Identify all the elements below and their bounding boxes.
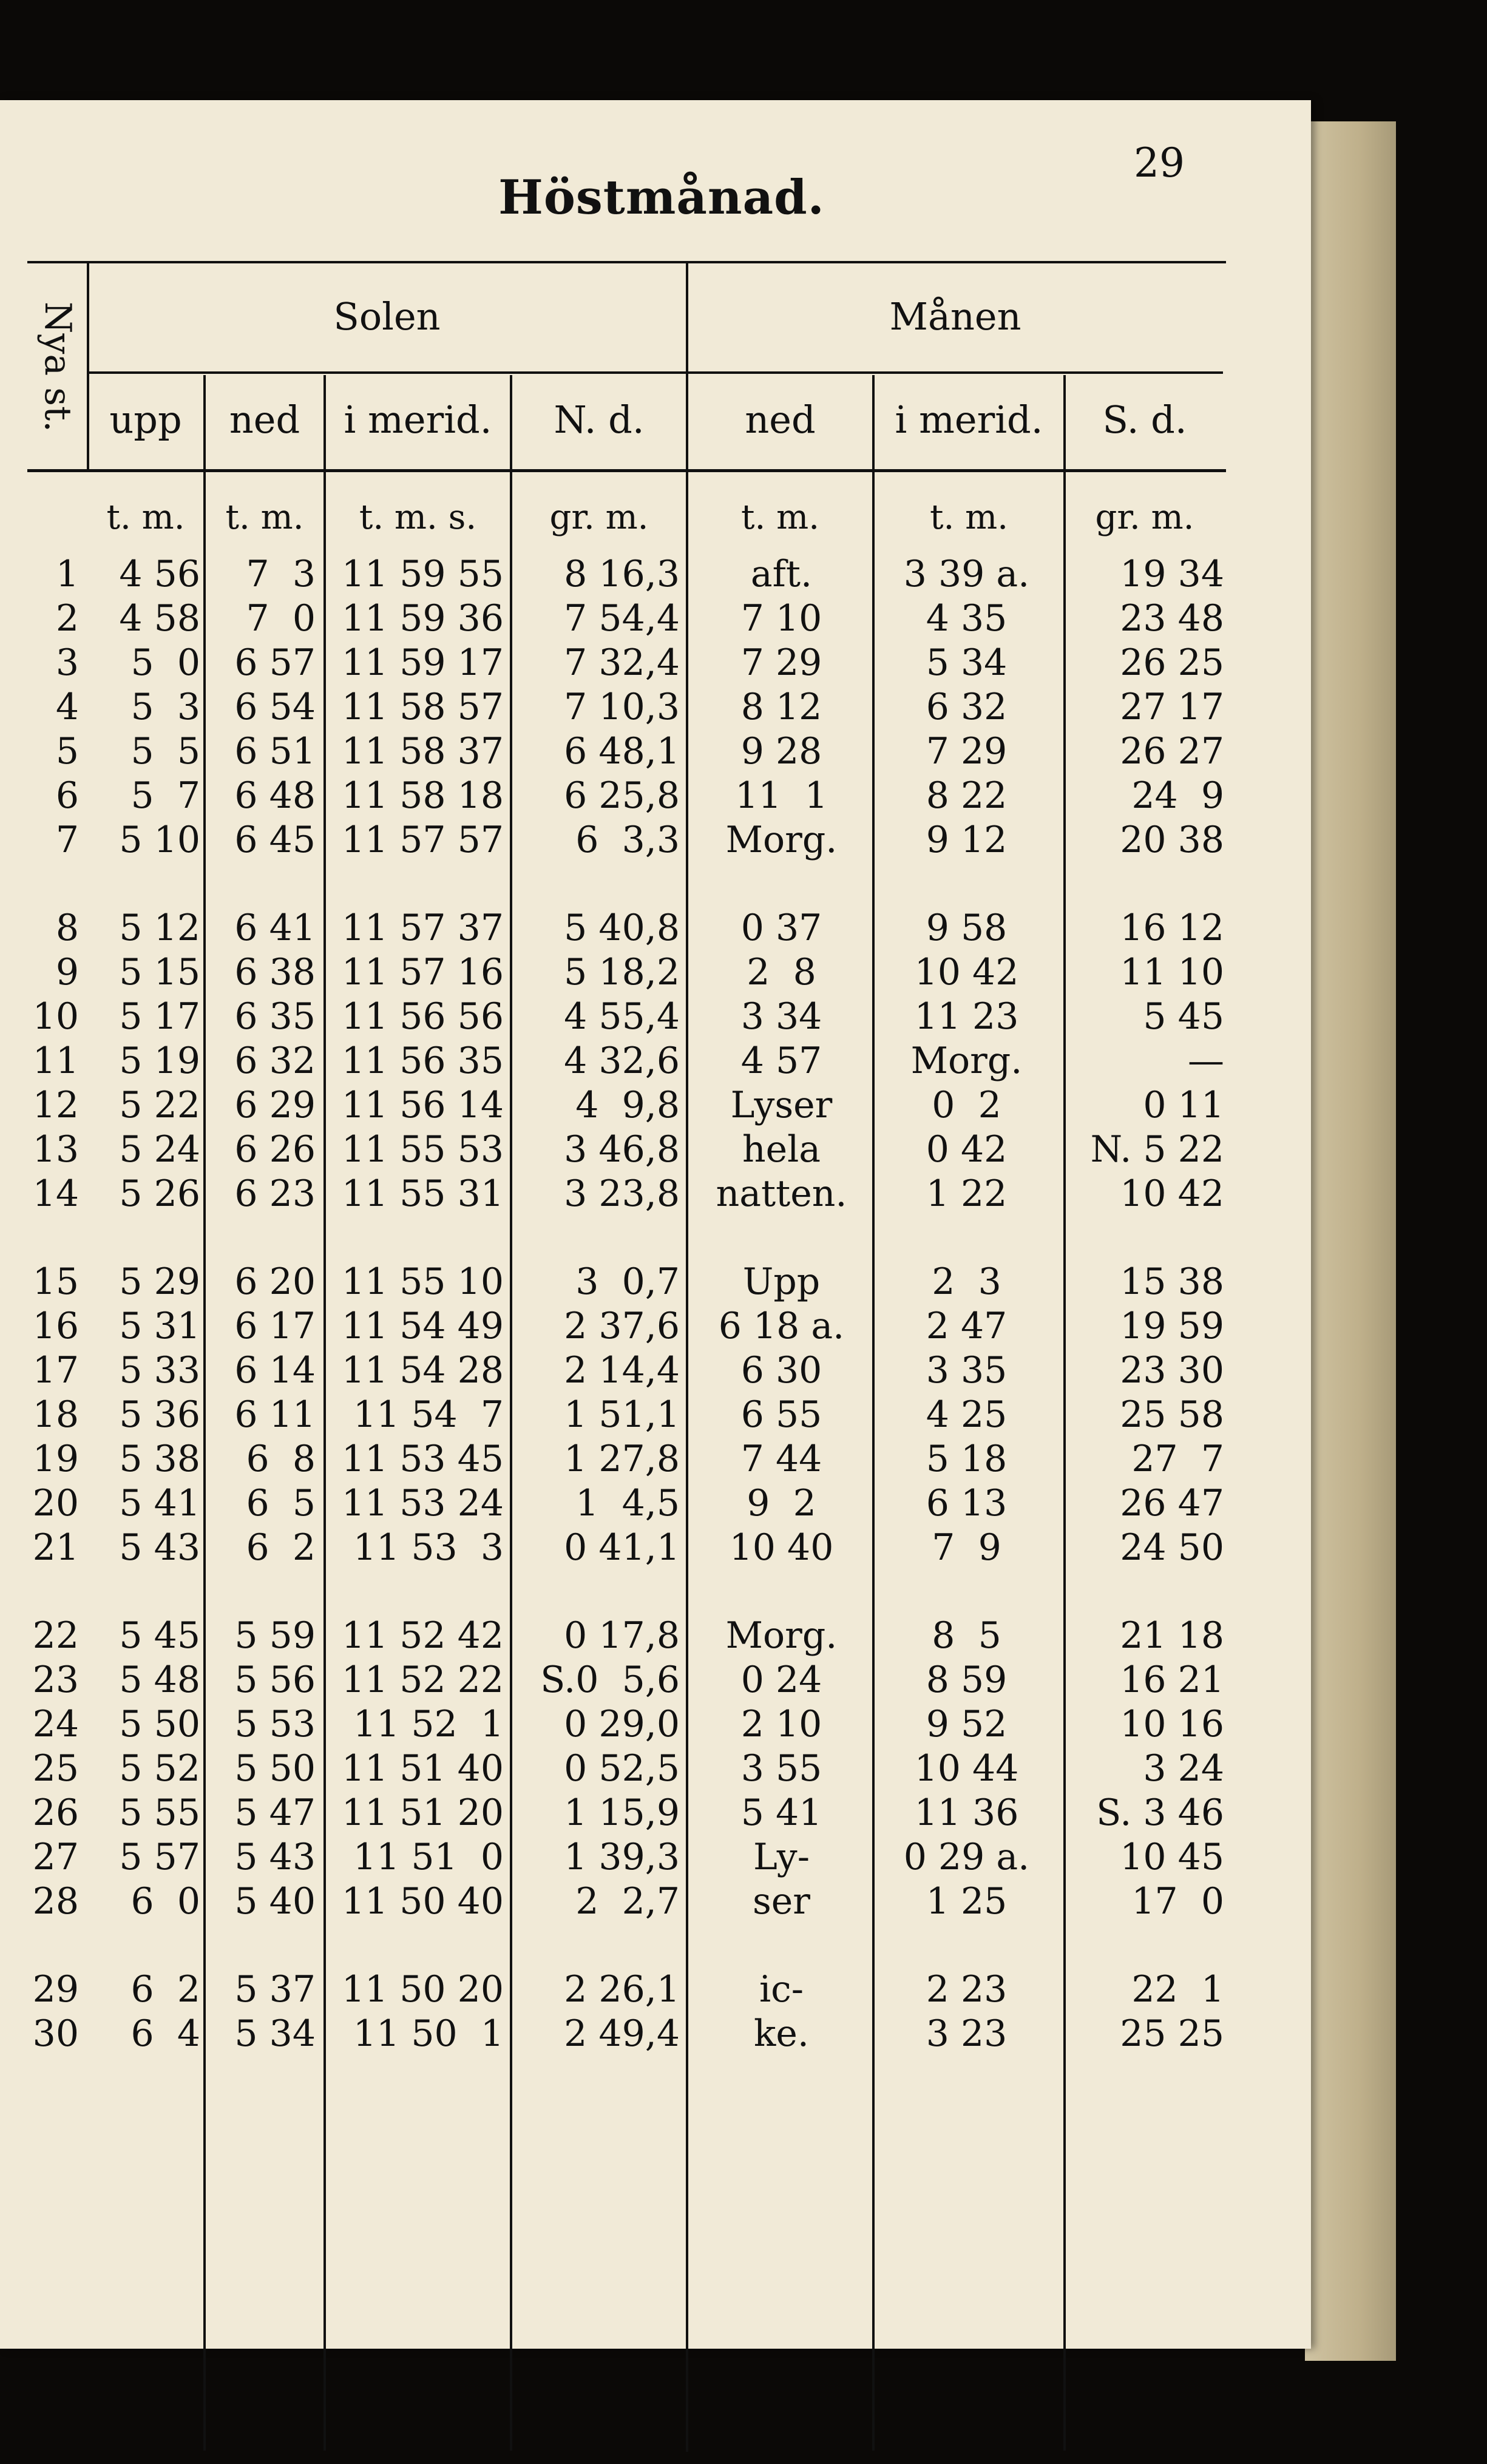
sun-meridian-cell: 11 56 35 (341, 1040, 504, 1082)
moon-declination-cell: 5 45 (1143, 995, 1224, 1038)
sun-rise-cell: 5 29 (119, 1261, 200, 1303)
sun-set-cell: 5 40 (234, 1880, 316, 1923)
sun-rise-cell: 5 43 (119, 1526, 200, 1569)
moon-meridian-cell: 8 5 (932, 1614, 1001, 1657)
sun-set-cell: 6 51 (234, 730, 316, 773)
day-number-cell: 19 (32, 1438, 79, 1480)
sun-set-cell: 7 0 (246, 597, 316, 640)
sun-rise-cell: 5 26 (119, 1173, 200, 1215)
moon-declination-cell: 10 42 (1120, 1173, 1224, 1215)
sun-meridian-cell: 11 57 37 (341, 907, 504, 949)
sun-rise-cell: 5 5 (130, 730, 200, 773)
sun-meridian-header: i merid. (344, 398, 492, 442)
sun-rise-cell: 4 56 (119, 553, 200, 595)
moon-set-cell: 7 29 (740, 641, 822, 684)
sun-meridian-cell: 11 59 17 (341, 641, 504, 684)
sun-declination-cell: 3 46,8 (564, 1128, 680, 1171)
day-number-cell: 21 (32, 1526, 79, 1569)
unit-moon-decl: gr. m. (1095, 498, 1194, 537)
sun-meridian-cell: 11 59 36 (341, 597, 504, 640)
unit-ned: t. m. (225, 498, 304, 537)
day-number-cell: 14 (32, 1173, 79, 1215)
sun-meridian-cell: 11 58 18 (341, 774, 504, 817)
moon-set-cell: 3 34 (740, 995, 822, 1038)
moon-declination-cell: 16 21 (1120, 1659, 1224, 1701)
sun-declination-cell: 6 25,8 (564, 774, 680, 817)
sun-set-cell: 6 23 (234, 1173, 316, 1215)
top-rule (27, 261, 1226, 263)
moon-group-header: Månen (889, 294, 1021, 339)
sun-declination-cell: 2 14,4 (564, 1349, 680, 1392)
sun-declination-cell: 6 3,3 (575, 819, 680, 861)
moon-meridian-cell: 1 22 (926, 1173, 1008, 1215)
moon-meridian-cell: 9 58 (926, 907, 1008, 949)
sun-declination-cell: 0 41,1 (564, 1526, 680, 1569)
moon-declination-cell: 23 30 (1120, 1349, 1224, 1392)
day-number-cell: 18 (32, 1393, 79, 1436)
page-number: 29 (1134, 140, 1185, 186)
sun-meridian-cell: 11 56 14 (341, 1084, 504, 1126)
day-number-cell: 17 (32, 1349, 79, 1392)
col-rule-moon-merid (1063, 375, 1066, 2451)
sun-rise-cell: 5 19 (119, 1040, 200, 1082)
sun-rise-cell: 5 12 (119, 907, 200, 949)
moon-declination-cell: 24 50 (1120, 1526, 1224, 1569)
moon-set-cell: 4 57 (740, 1040, 822, 1082)
moon-set-cell: 11 1 (735, 774, 828, 817)
day-number-cell: 12 (32, 1084, 79, 1126)
moon-set-cell: natten. (716, 1173, 847, 1215)
col-rule-merid (510, 375, 512, 2451)
day-number-cell: 4 (55, 686, 79, 728)
moon-meridian-cell: 4 25 (926, 1393, 1008, 1436)
moon-set-header: ned (745, 398, 816, 442)
day-number-cell: 24 (32, 1703, 79, 1745)
moon-set-cell: Ly- (753, 1836, 810, 1878)
moon-declination-cell: — (1188, 1040, 1224, 1082)
sun-meridian-cell: 11 56 56 (341, 995, 504, 1038)
moon-declination-cell: 3 24 (1143, 1747, 1224, 1790)
sun-set-cell: 6 11 (234, 1393, 316, 1436)
sun-set-header: ned (229, 398, 300, 442)
moon-meridian-header: i merid. (895, 398, 1043, 442)
sun-set-cell: 6 5 (246, 1482, 316, 1525)
moon-declination-cell: 17 0 (1131, 1880, 1224, 1923)
sun-set-cell: 6 48 (234, 774, 316, 817)
sun-rise-cell: 5 48 (119, 1659, 200, 1701)
unit-moon-ned: t. m. (740, 498, 819, 537)
moon-meridian-cell: 4 35 (926, 597, 1008, 640)
moon-meridian-cell: 11 36 (914, 1792, 1019, 1834)
sun-declination-cell: 0 52,5 (564, 1747, 680, 1790)
moon-meridian-cell: 6 13 (926, 1482, 1008, 1525)
moon-declination-header: S. d. (1102, 398, 1187, 442)
sun-rise-cell: 5 17 (119, 995, 200, 1038)
sun-rise-cell: 6 4 (130, 2012, 200, 2055)
sun-rise-cell: 5 38 (119, 1438, 200, 1480)
sun-rise-cell: 5 24 (119, 1128, 200, 1171)
sun-set-cell: 5 50 (234, 1747, 316, 1790)
page-edge (1305, 121, 1396, 2361)
moon-set-cell: 0 37 (740, 907, 822, 949)
moon-declination-cell: 21 18 (1120, 1614, 1224, 1657)
sun-declination-cell: 4 55,4 (564, 995, 680, 1038)
unit-upp: t. m. (106, 498, 185, 537)
day-number-cell: 3 (55, 641, 79, 684)
moon-meridian-cell: 3 35 (926, 1349, 1008, 1392)
col-rule-moon-ned (872, 375, 875, 2451)
col-rule-sun-moon (686, 261, 688, 2452)
unit-merid: t. m. s. (359, 498, 477, 537)
moon-set-cell: 0 24 (740, 1659, 822, 1701)
col-rule-upp (203, 375, 206, 2451)
sun-declination-cell: 4 9,8 (575, 1084, 680, 1126)
sun-rise-cell: 5 15 (119, 951, 200, 993)
sun-rise-cell: 5 0 (130, 641, 200, 684)
moon-declination-cell: 27 7 (1131, 1438, 1224, 1480)
moon-set-cell: hela (742, 1128, 821, 1171)
moon-meridian-cell: 6 32 (926, 686, 1008, 728)
sun-declination-cell: 0 17,8 (564, 1614, 680, 1657)
sun-declination-header: N. d. (554, 398, 645, 442)
sun-meridian-cell: 11 53 45 (341, 1438, 504, 1480)
day-number-cell: 7 (55, 819, 79, 861)
sun-rise-cell: 5 50 (119, 1703, 200, 1745)
sun-set-cell: 6 38 (234, 951, 316, 993)
sun-set-cell: 6 32 (234, 1040, 316, 1082)
unit-moon-merid: t. m. (929, 498, 1008, 537)
moon-meridian-cell: 5 18 (926, 1438, 1008, 1480)
sun-meridian-cell: 11 57 57 (341, 819, 504, 861)
sun-rise-cell: 5 22 (119, 1084, 200, 1126)
moon-set-cell: 7 44 (740, 1438, 822, 1480)
moon-declination-cell: S. 3 46 (1096, 1792, 1224, 1834)
moon-set-cell: 6 55 (740, 1393, 822, 1436)
sun-rise-cell: 5 45 (119, 1614, 200, 1657)
sun-declination-cell: 5 18,2 (564, 951, 680, 993)
moon-meridian-cell: 2 3 (932, 1261, 1001, 1303)
moon-meridian-cell: 3 23 (926, 2012, 1008, 2055)
moon-meridian-cell: 8 59 (926, 1659, 1008, 1701)
moon-set-cell: ser (753, 1880, 810, 1923)
sun-declination-cell: 6 48,1 (564, 730, 680, 773)
moon-meridian-cell: 7 9 (932, 1526, 1001, 1569)
sun-rise-header: upp (109, 398, 182, 442)
sun-meridian-cell: 11 50 40 (341, 1880, 504, 1923)
day-column-header: Nya st. (36, 302, 79, 433)
sun-rise-cell: 5 31 (119, 1305, 200, 1347)
day-number-cell: 28 (32, 1880, 79, 1923)
moon-declination-cell: 26 47 (1120, 1482, 1224, 1525)
sun-meridian-cell: 11 50 1 (353, 2012, 504, 2055)
moon-declination-cell: 19 34 (1120, 553, 1224, 595)
sun-meridian-cell: 11 52 22 (341, 1659, 504, 1701)
sun-set-cell: 6 45 (234, 819, 316, 861)
sun-declination-cell: 2 2,7 (575, 1880, 680, 1923)
sun-meridian-cell: 11 51 20 (341, 1792, 504, 1834)
moon-declination-cell: 27 17 (1120, 686, 1224, 728)
sun-set-cell: 6 35 (234, 995, 316, 1038)
sun-declination-cell: S.0 5,6 (540, 1659, 680, 1701)
sun-declination-cell: 0 29,0 (564, 1703, 680, 1745)
sun-meridian-cell: 11 53 24 (341, 1482, 504, 1525)
sun-meridian-cell: 11 58 57 (341, 686, 504, 728)
sun-declination-cell: 5 40,8 (564, 907, 680, 949)
sun-meridian-cell: 11 54 7 (353, 1393, 504, 1436)
moon-set-cell: 5 41 (740, 1792, 822, 1834)
moon-meridian-cell: 9 52 (926, 1703, 1008, 1745)
sun-rise-cell: 5 36 (119, 1393, 200, 1436)
moon-declination-cell: N. 5 22 (1090, 1128, 1224, 1171)
day-number-cell: 20 (32, 1482, 79, 1525)
day-number-cell: 26 (32, 1792, 79, 1834)
sun-set-cell: 5 47 (234, 1792, 316, 1834)
sun-declination-cell: 2 49,4 (564, 2012, 680, 2055)
moon-set-cell: ic- (759, 1968, 804, 2011)
page-title: Höstmånad. (498, 170, 825, 225)
moon-set-cell: 2 10 (740, 1703, 822, 1745)
sun-declination-cell: 4 32,6 (564, 1040, 680, 1082)
sun-set-cell: 5 37 (234, 1968, 316, 2011)
sun-meridian-cell: 11 57 16 (341, 951, 504, 993)
sun-set-cell: 6 8 (246, 1438, 316, 1480)
sun-rise-cell: 5 57 (119, 1836, 200, 1878)
moon-set-cell: 9 28 (740, 730, 822, 773)
moon-declination-cell: 10 45 (1120, 1836, 1224, 1878)
moon-set-cell: 7 10 (740, 597, 822, 640)
moon-meridian-cell: 7 29 (926, 730, 1008, 773)
sun-declination-cell: 2 37,6 (564, 1305, 680, 1347)
day-number-cell: 11 (32, 1040, 79, 1082)
day-number-cell: 29 (32, 1968, 79, 2011)
sun-meridian-cell: 11 51 0 (353, 1836, 504, 1878)
sun-declination-cell: 3 0,7 (575, 1261, 680, 1303)
sun-rise-cell: 5 41 (119, 1482, 200, 1525)
sun-rise-cell: 6 0 (130, 1880, 200, 1923)
sun-set-cell: 6 54 (234, 686, 316, 728)
moon-declination-cell: 0 11 (1143, 1084, 1224, 1126)
moon-meridian-cell: 0 42 (926, 1128, 1008, 1171)
moon-declination-cell: 25 25 (1120, 2012, 1224, 2055)
moon-set-cell: 6 18 a. (718, 1305, 845, 1347)
day-number-cell: 23 (32, 1659, 79, 1701)
sun-meridian-cell: 11 54 28 (341, 1349, 504, 1392)
moon-declination-cell: 16 12 (1120, 907, 1224, 949)
header-bottom-rule (27, 469, 1226, 472)
day-number-cell: 9 (55, 951, 79, 993)
sun-declination-cell: 7 32,4 (564, 641, 680, 684)
sun-meridian-cell: 11 55 10 (341, 1261, 504, 1303)
sun-meridian-cell: 11 55 53 (341, 1128, 504, 1171)
moon-declination-cell: 24 9 (1131, 774, 1224, 817)
moon-declination-cell: 23 48 (1120, 597, 1224, 640)
sun-set-cell: 6 20 (234, 1261, 316, 1303)
moon-set-cell: 2 8 (747, 951, 816, 993)
sun-meridian-cell: 11 51 40 (341, 1747, 504, 1790)
sun-meridian-cell: 11 59 55 (341, 553, 504, 595)
moon-meridian-cell: 2 23 (926, 1968, 1008, 2011)
sun-meridian-cell: 11 55 31 (341, 1173, 504, 1215)
day-number-cell: 8 (55, 907, 79, 949)
sun-rise-cell: 5 52 (119, 1747, 200, 1790)
day-number-cell: 10 (32, 995, 79, 1038)
day-number-cell: 2 (55, 597, 79, 640)
sun-declination-cell: 1 51,1 (564, 1393, 680, 1436)
moon-declination-cell: 10 16 (1120, 1703, 1224, 1745)
sun-declination-cell: 2 26,1 (564, 1968, 680, 2011)
sun-set-cell: 5 34 (234, 2012, 316, 2055)
day-number-cell: 16 (32, 1305, 79, 1347)
moon-set-cell: Lyser (730, 1084, 833, 1126)
sun-meridian-cell: 11 54 49 (341, 1305, 504, 1347)
sun-declination-cell: 1 4,5 (575, 1482, 680, 1525)
moon-set-cell: 3 55 (740, 1747, 822, 1790)
sun-rise-cell: 5 33 (119, 1349, 200, 1392)
day-number-cell: 5 (55, 730, 79, 773)
sun-set-cell: 5 59 (234, 1614, 316, 1657)
moon-set-cell: aft. (750, 553, 813, 595)
sun-declination-cell: 1 39,3 (564, 1836, 680, 1878)
sun-rise-cell: 5 55 (119, 1792, 200, 1834)
sun-meridian-cell: 11 52 42 (341, 1614, 504, 1657)
moon-declination-cell: 26 27 (1120, 730, 1224, 773)
sun-set-cell: 6 14 (234, 1349, 316, 1392)
sun-rise-cell: 5 10 (119, 819, 200, 861)
moon-meridian-cell: 9 12 (926, 819, 1008, 861)
moon-declination-cell: 20 38 (1120, 819, 1224, 861)
moon-declination-cell: 15 38 (1120, 1261, 1224, 1303)
moon-meridian-cell: 3 39 a. (903, 553, 1030, 595)
moon-set-cell: 8 12 (740, 686, 822, 728)
sun-rise-cell: 4 58 (119, 597, 200, 640)
sun-set-cell: 6 2 (246, 1526, 316, 1569)
sun-group-header: Solen (333, 294, 441, 339)
sun-set-cell: 5 53 (234, 1703, 316, 1745)
sun-meridian-cell: 11 52 1 (353, 1703, 504, 1745)
moon-declination-cell: 11 10 (1120, 951, 1224, 993)
moon-meridian-cell: 1 25 (926, 1880, 1008, 1923)
moon-meridian-cell: 5 34 (926, 641, 1008, 684)
moon-meridian-cell: 8 22 (926, 774, 1008, 817)
sun-declination-cell: 3 23,8 (564, 1173, 680, 1215)
moon-meridian-cell: 2 47 (926, 1305, 1008, 1347)
moon-set-cell: Upp (742, 1261, 821, 1303)
day-number-cell: 15 (32, 1261, 79, 1303)
day-number-cell: 22 (32, 1614, 79, 1657)
sun-meridian-cell: 11 58 37 (341, 730, 504, 773)
sun-declination-cell: 8 16,3 (564, 553, 680, 595)
moon-set-cell: 10 40 (729, 1526, 834, 1569)
day-number-cell: 1 (55, 553, 79, 595)
sun-rise-cell: 5 7 (130, 774, 200, 817)
day-number-cell: 27 (32, 1836, 79, 1878)
sun-declination-cell: 7 54,4 (564, 597, 680, 640)
moon-declination-cell: 22 1 (1131, 1968, 1224, 2011)
moon-meridian-cell: Morg. (910, 1040, 1023, 1082)
day-number-cell: 13 (32, 1128, 79, 1171)
sun-meridian-cell: 11 53 3 (353, 1526, 504, 1569)
sun-rise-cell: 5 3 (130, 686, 200, 728)
sun-set-cell: 6 41 (234, 907, 316, 949)
moon-meridian-cell: 0 29 a. (903, 1836, 1030, 1878)
sun-set-cell: 6 57 (234, 641, 316, 684)
moon-set-cell: Morg. (725, 1614, 838, 1657)
unit-decl: gr. m. (549, 498, 649, 537)
moon-set-cell: 9 2 (747, 1482, 816, 1525)
sun-declination-cell: 1 15,9 (564, 1792, 680, 1834)
moon-meridian-cell: 10 42 (914, 951, 1019, 993)
col-rule-ned (323, 375, 326, 2451)
moon-declination-cell: 19 59 (1120, 1305, 1224, 1347)
sun-rise-cell: 6 2 (130, 1968, 200, 2011)
sun-declination-cell: 7 10,3 (564, 686, 680, 728)
moon-meridian-cell: 0 2 (932, 1084, 1001, 1126)
moon-meridian-cell: 11 23 (914, 995, 1019, 1038)
subheader-rule (88, 371, 1223, 374)
sun-set-cell: 6 17 (234, 1305, 316, 1347)
moon-set-cell: 6 30 (740, 1349, 822, 1392)
sun-set-cell: 5 43 (234, 1836, 316, 1878)
moon-declination-cell: 26 25 (1120, 641, 1224, 684)
sun-set-cell: 6 29 (234, 1084, 316, 1126)
day-number-cell: 25 (32, 1747, 79, 1790)
moon-declination-cell: 25 58 (1120, 1393, 1224, 1436)
sun-declination-cell: 1 27,8 (564, 1438, 680, 1480)
sun-set-cell: 5 56 (234, 1659, 316, 1701)
sun-set-cell: 6 26 (234, 1128, 316, 1171)
sun-set-cell: 7 3 (246, 553, 316, 595)
moon-set-cell: Morg. (725, 819, 838, 861)
moon-set-cell: ke. (754, 2012, 809, 2055)
sun-meridian-cell: 11 50 20 (341, 1968, 504, 2011)
day-number-cell: 30 (32, 2012, 79, 2055)
moon-meridian-cell: 10 44 (914, 1747, 1019, 1790)
day-number-cell: 6 (55, 774, 79, 817)
